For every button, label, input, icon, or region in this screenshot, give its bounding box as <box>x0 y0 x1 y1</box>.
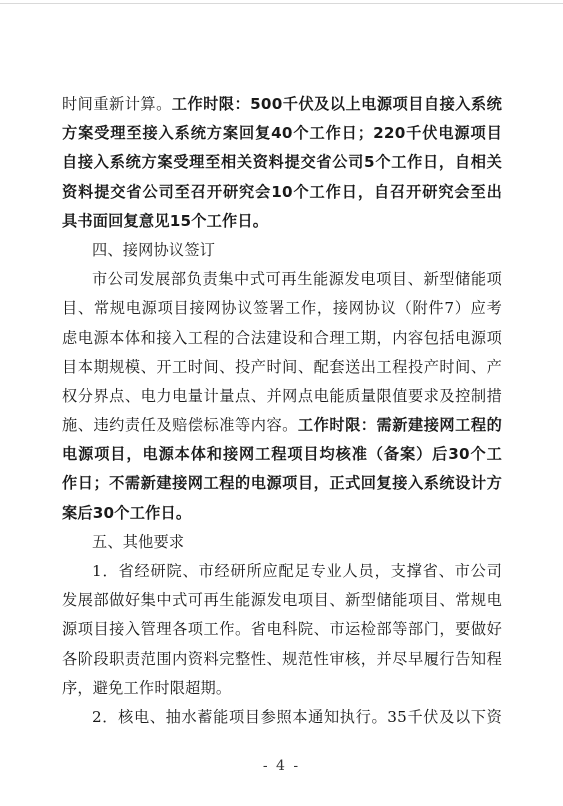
text-line <box>62 586 502 615</box>
heading-line <box>62 528 502 557</box>
text-run-bold: 案后30个工作日。 <box>62 503 192 522</box>
paragraph-requirement-2 <box>62 703 502 732</box>
text-run: 各阶段职责范围内资料完整性、规范性审核，并尽早履行告知程 <box>62 649 502 668</box>
document-body <box>62 90 502 732</box>
heading-line <box>62 236 502 265</box>
text-run: 目、常规电源项目接网协议签署工作，接网协议（附件7）应考 <box>62 299 502 318</box>
text-line <box>62 294 502 323</box>
text-run-bold: 工作时限：需新建接网工程的 <box>297 416 502 435</box>
text-line <box>62 382 502 411</box>
text-run: 源项目接入管理各项工作。省电科院、市运检部等部门，要做好 <box>62 620 502 639</box>
heading-text: 四、接网协议签订 <box>92 240 216 259</box>
text-line <box>62 674 502 703</box>
text-run: 施、违约责任及赔偿标准等内容。 <box>62 416 298 435</box>
text-run-bold: 作日；不需新建接网工程的电源项目，正式回复接入系统设计方 <box>62 474 502 493</box>
text-line <box>62 557 502 586</box>
text-run-bold: 自接入系统方案受理至相关资料提交省公司5个工作日，自相关 <box>62 153 502 172</box>
text-run: 虑电源本体和接入工程的合法建设和合理工期，内容包括电源项 <box>62 328 502 347</box>
text-line <box>62 440 502 469</box>
section-heading-5 <box>62 528 502 557</box>
text-line <box>62 90 502 119</box>
text-line <box>62 411 502 440</box>
text-run: 1．省经研院、市经研所应配足专业人员，支撑省、市公司 <box>92 562 502 580</box>
text-run-bold: 工作时限：500千伏及以上电源项目自接入系统 <box>171 95 502 113</box>
text-run-bold: 电源项目，电源本体和接网工程项目均核准（备案）后30个工 <box>62 445 502 464</box>
text-line <box>62 353 502 382</box>
text-line <box>62 207 502 236</box>
page-number: - 4 - <box>262 758 301 774</box>
text-line <box>62 469 502 498</box>
text-line <box>62 148 502 177</box>
text-run: 发展部做好集中式可再生能源发电项目、新型储能项目、常规电 <box>62 591 502 610</box>
text-line <box>62 178 502 207</box>
text-run: 序，避免工作时限超期。 <box>62 678 232 697</box>
heading-text: 五、其他要求 <box>92 532 185 551</box>
paragraph-grid-connection-agreement <box>62 265 502 528</box>
paragraph-time-limit-continued <box>62 90 502 236</box>
text-line <box>62 615 502 644</box>
text-line <box>62 324 502 353</box>
top-border-line <box>0 3 563 4</box>
section-heading-4 <box>62 236 502 265</box>
text-line <box>62 265 502 294</box>
text-run: 2．核电、抽水蓄能项目参照本通知执行。35千伏及以下资 <box>92 707 502 726</box>
text-run-bold: 方案受理至接入系统方案回复40个工作日；220千伏电源项目 <box>62 124 502 143</box>
text-line <box>62 645 502 674</box>
text-line <box>62 119 502 148</box>
text-run: 权分界点、电力电量计量点、并网点电能质量限值要求及控制措 <box>62 386 502 405</box>
paragraph-requirement-1 <box>62 557 502 703</box>
text-run: 市公司发展部负责集中式可再生能源发电项目、新型储能项 <box>92 270 502 289</box>
text-run: 时间重新计算。 <box>62 95 172 113</box>
text-run-bold: 资料提交省公司至召开研究会10个工作日，自召开研究会至出 <box>62 182 502 201</box>
text-line <box>62 703 502 732</box>
text-run-bold: 具书面回复意见15个工作日。 <box>62 211 269 230</box>
text-run: 目本期规模、开工时间、投产时间、配套送出工程投产时间、产 <box>62 357 502 376</box>
text-line <box>62 499 502 528</box>
